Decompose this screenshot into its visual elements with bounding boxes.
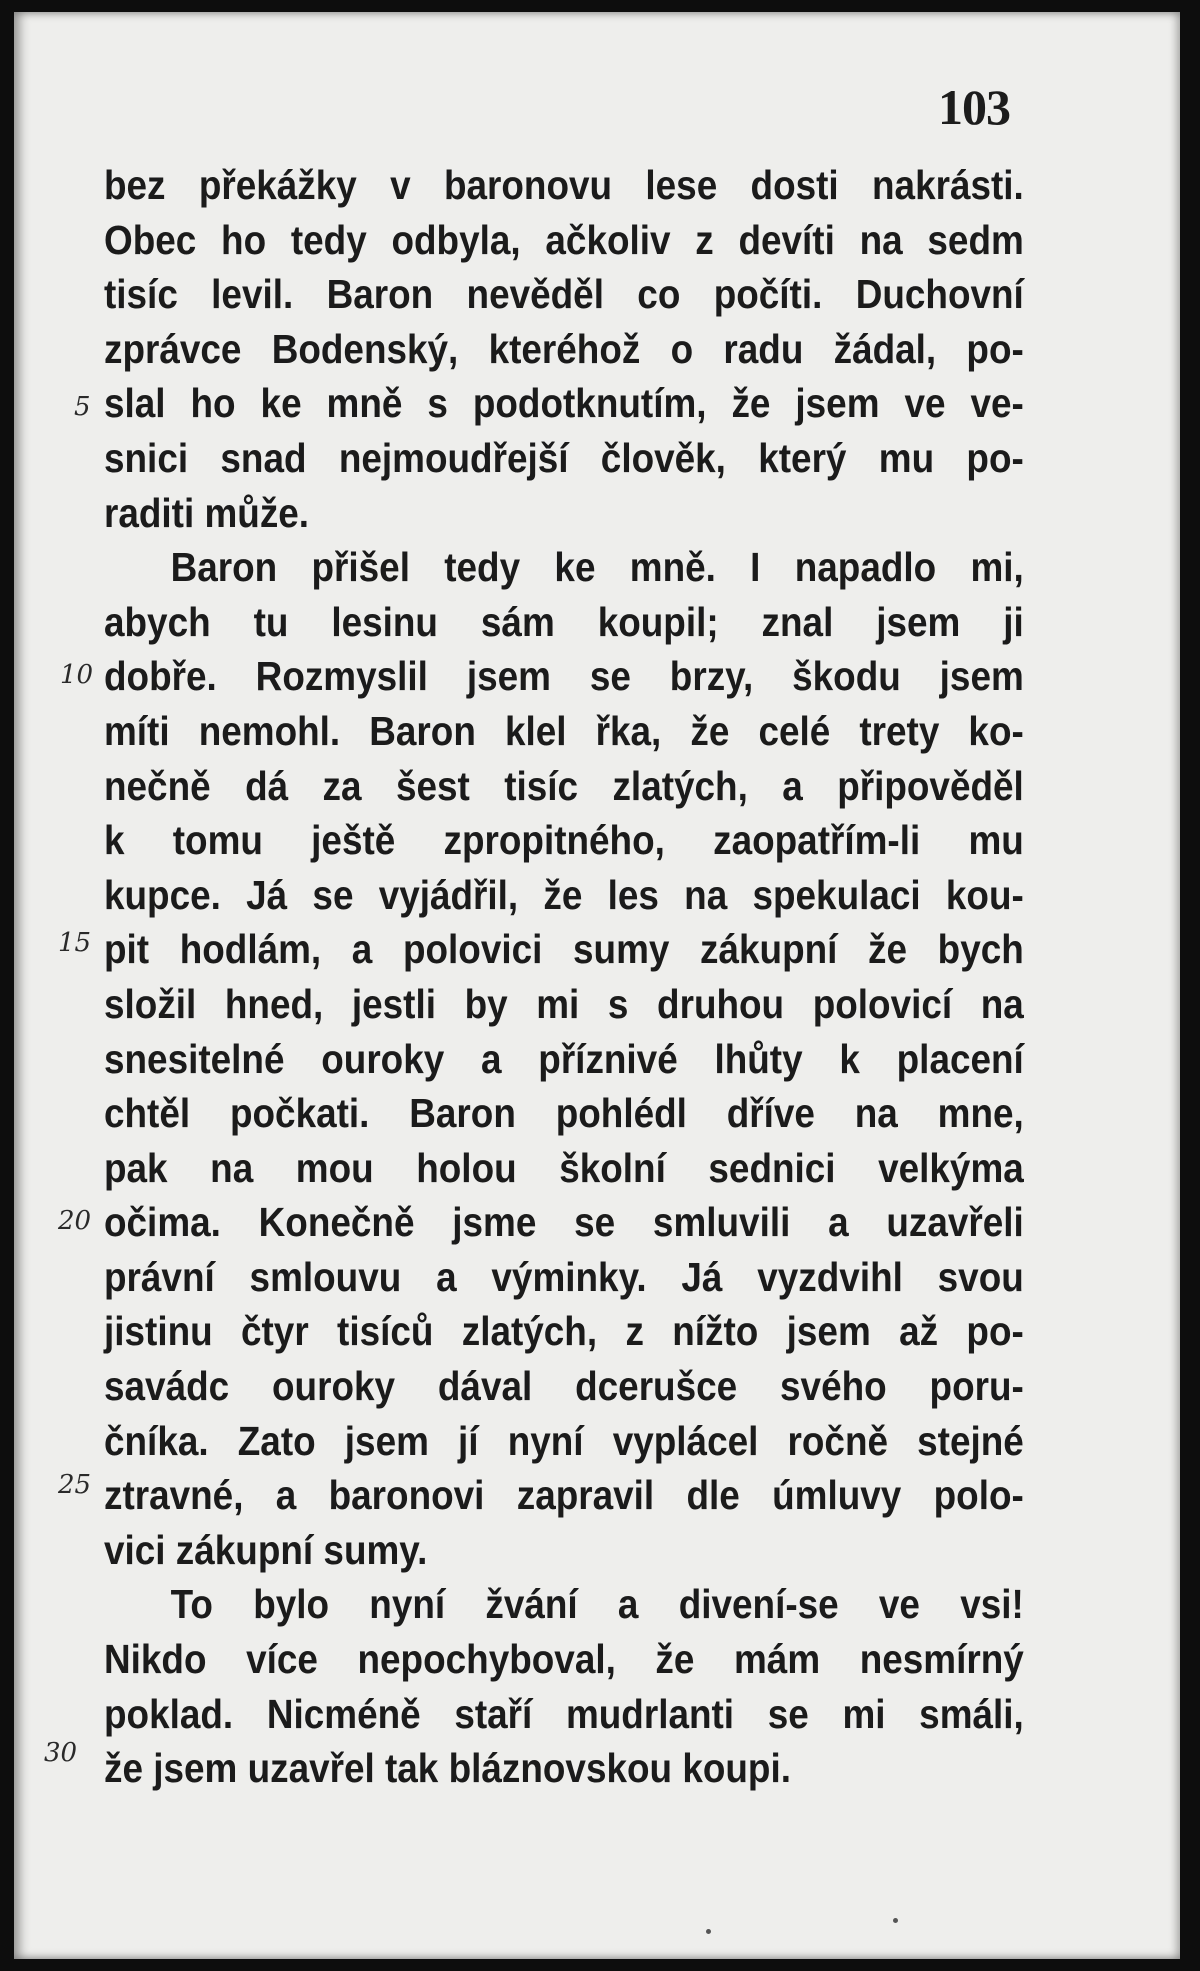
text-line: ztravné, a baronovi zapravil dle úmluvy polo- (104, 1472, 1024, 1519)
text-line: chtěl počkati. Baron pohlédl dříve na mne, (104, 1090, 1024, 1137)
text-line: míti nemohl. Baron klel řka, že celé trety ko- (104, 707, 1024, 754)
margin-line-number: 20 (58, 1206, 92, 1236)
text-line: pak na mou holou školní sednici velkýma (104, 1144, 1024, 1191)
paper-speck (706, 1929, 711, 1934)
margin-line-number: 15 (58, 928, 92, 958)
text-line: kupce. Já se vyjádřil, že les na spekulaci kou- (104, 871, 1024, 918)
body-text (104, 158, 1024, 1796)
text-line: jistinu čtyr tisíců zlatých, z nížto jsem až po- (104, 1308, 1024, 1355)
text-line: zprávce Bodenský, kteréhož o radu žádal, po- (104, 325, 1024, 372)
margin-line-number: 30 (44, 1738, 78, 1768)
text-line: že jsem uzavřel tak bláznovskou koupi. (104, 1745, 791, 1792)
text-line: Baron přišel tedy ke mně. I napadlo mi, (170, 544, 1024, 591)
text-line: dobře. Rozmyslil jsem se brzy, škodu jsem (104, 653, 1024, 700)
margin-line-number: 5 (74, 392, 91, 422)
text-line: očima. Konečně jsme se smluvili a uzavřeli (104, 1199, 1024, 1246)
text-line: savádc ouroky dával dcerušce svého poru- (104, 1363, 1024, 1410)
margin-line-number: 10 (60, 660, 94, 690)
text-line: abych tu lesinu sám koupil; znal jsem ji (104, 598, 1024, 645)
text-line: snesitelné ouroky a příznivé lhůty k placení (104, 1035, 1024, 1082)
text-line: právní smlouvu a výminky. Já vyzdvihl svou (104, 1253, 1024, 1300)
page-number: 103 (938, 79, 1010, 135)
text-line: bez překážky v baronovu lese dosti nakrásti. (104, 162, 1024, 208)
text-line: poklad. Nicméně staří mudrlanti se mi smáli, (104, 1690, 1024, 1737)
text-line: pit hodlám, a polovici sumy zákupní že bych (104, 926, 1024, 973)
text-line: nečně dá za šest tisíc zlatých, a připověděl (104, 762, 1024, 809)
text-line: tisíc levil. Baron nevěděl co počíti. Duchovní (104, 271, 1024, 318)
paper-speck (893, 1918, 898, 1923)
text-line: Nikdo více nepochyboval, že mám nesmírný (104, 1636, 1024, 1683)
text-line: raditi může. (104, 489, 310, 536)
text-line: čníka. Zato jsem jí nyní vyplácel ročně stejné (104, 1417, 1024, 1464)
text-line: k tomu ještě zpropitného, zaopatřím-li mu (104, 817, 1024, 864)
text-line: snici snad nejmoudřejší člověk, který mu po- (104, 434, 1024, 481)
text-line: složil hned, jestli by mi s druhou polovicí na (104, 980, 1024, 1027)
margin-line-number: 25 (58, 1470, 92, 1500)
text-line: slal ho ke mně s podotknutím, že jsem ve ve- (104, 380, 1024, 427)
text-line: vici zákupní sumy. (104, 1526, 428, 1573)
text-line: To bylo nyní žvání a divení-se ve vsi! (170, 1581, 1024, 1628)
text-line: Obec ho tedy odbyla, ačkoliv z devíti na sedm (104, 216, 1024, 263)
